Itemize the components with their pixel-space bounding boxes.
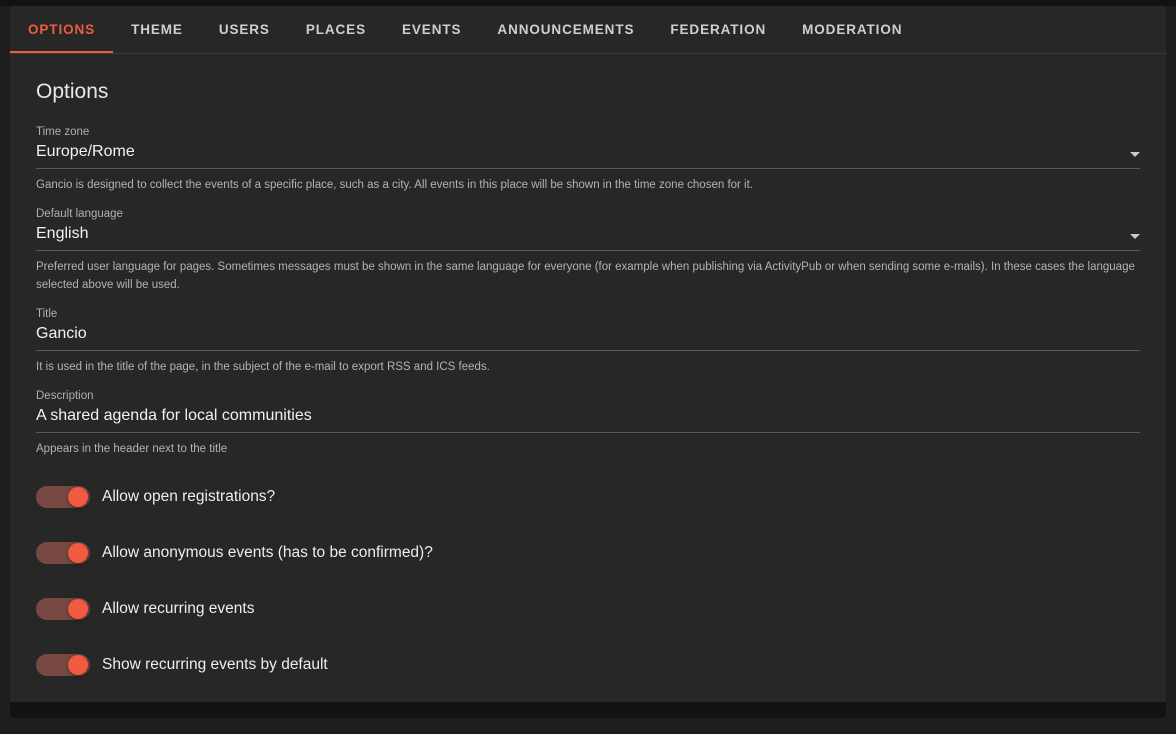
timezone-value: Europe/Rome [36, 143, 135, 160]
tab-events-label: EVENTS [402, 22, 462, 37]
tab-federation-label: FEDERATION [670, 22, 767, 37]
field-language [36, 208, 1140, 251]
language-select[interactable] [36, 223, 1140, 251]
toggle-open-registrations[interactable] [36, 484, 90, 510]
toggle-row-anonymous-events [36, 540, 1140, 566]
language-label: Default language [36, 208, 123, 221]
chevron-down-icon[interactable] [1130, 234, 1140, 239]
admin-tabs [10, 6, 1166, 54]
language-value: English [36, 225, 89, 243]
tab-moderation-label: MODERATION [802, 22, 903, 37]
field-timezone [36, 126, 1140, 169]
options-content [10, 54, 1166, 678]
tab-users[interactable] [201, 6, 288, 53]
title-value: Gancio [36, 324, 87, 342]
field-title [36, 308, 1140, 351]
toggle-anonymous-events-label: Allow anonymous events (has to be confirmed)? [102, 544, 433, 562]
timezone-select[interactable] [36, 141, 1140, 169]
title-label: Title [36, 307, 58, 320]
toggle-row-show-recurring-default [36, 652, 1140, 678]
toggle-row-recurring-events [36, 596, 1140, 622]
tab-theme-label: THEME [131, 22, 183, 37]
tab-federation[interactable] [652, 6, 784, 53]
title-input[interactable] [36, 323, 1140, 351]
field-description [36, 390, 1140, 433]
tab-moderation[interactable] [784, 6, 920, 53]
tab-options-label: OPTIONS [28, 22, 96, 37]
toggle-show-recurring-default[interactable] [36, 652, 90, 678]
page-title: Options [36, 80, 109, 103]
admin-panel [10, 6, 1166, 718]
timezone-label: Time zone [36, 126, 90, 138]
tab-theme[interactable] [113, 6, 201, 53]
description-label: Description [36, 390, 94, 402]
tab-options[interactable] [10, 6, 113, 53]
tab-places-label: PLACES [305, 22, 366, 37]
title-hint: It is used in the title of the page, in the subject of the e-mail to export RSS and ICS feeds. [36, 360, 490, 373]
description-hint: Appears in the header next to the title [36, 443, 228, 455]
toggle-show-recurring-default-label: Show recurring events by default [102, 656, 328, 674]
tab-places[interactable] [288, 6, 384, 53]
tab-announcements[interactable] [479, 6, 652, 53]
toggle-anonymous-events[interactable] [36, 540, 90, 566]
tab-events[interactable] [384, 6, 479, 53]
language-hint: Preferred user language for pages. Sometimes messages must be shown in the same language for everyone (for example when publishing via ActivityPub or when sending some e-mails). In these cases the language selected above will be used. [36, 261, 1135, 291]
chevron-down-icon[interactable] [1130, 152, 1140, 157]
tab-users-label: USERS [218, 22, 270, 37]
window-bottom-strip [0, 718, 1176, 734]
toggle-recurring-events[interactable] [36, 596, 90, 622]
timezone-hint: Gancio is designed to collect the events of a specific place, such as a city. All events in this place will be shown in the time zone chosen for it. [36, 179, 753, 191]
tab-announcements-label: ANNOUNCEMENTS [497, 22, 635, 37]
description-input[interactable] [36, 405, 1140, 433]
toggle-recurring-events-label: Allow recurring events [102, 600, 255, 618]
toggle-open-registrations-label: Allow open registrations? [102, 488, 276, 506]
toggle-row-open-registrations [36, 484, 1140, 510]
description-value: A shared agenda for local communities [36, 407, 312, 424]
panel-bottom-bar [10, 702, 1166, 718]
